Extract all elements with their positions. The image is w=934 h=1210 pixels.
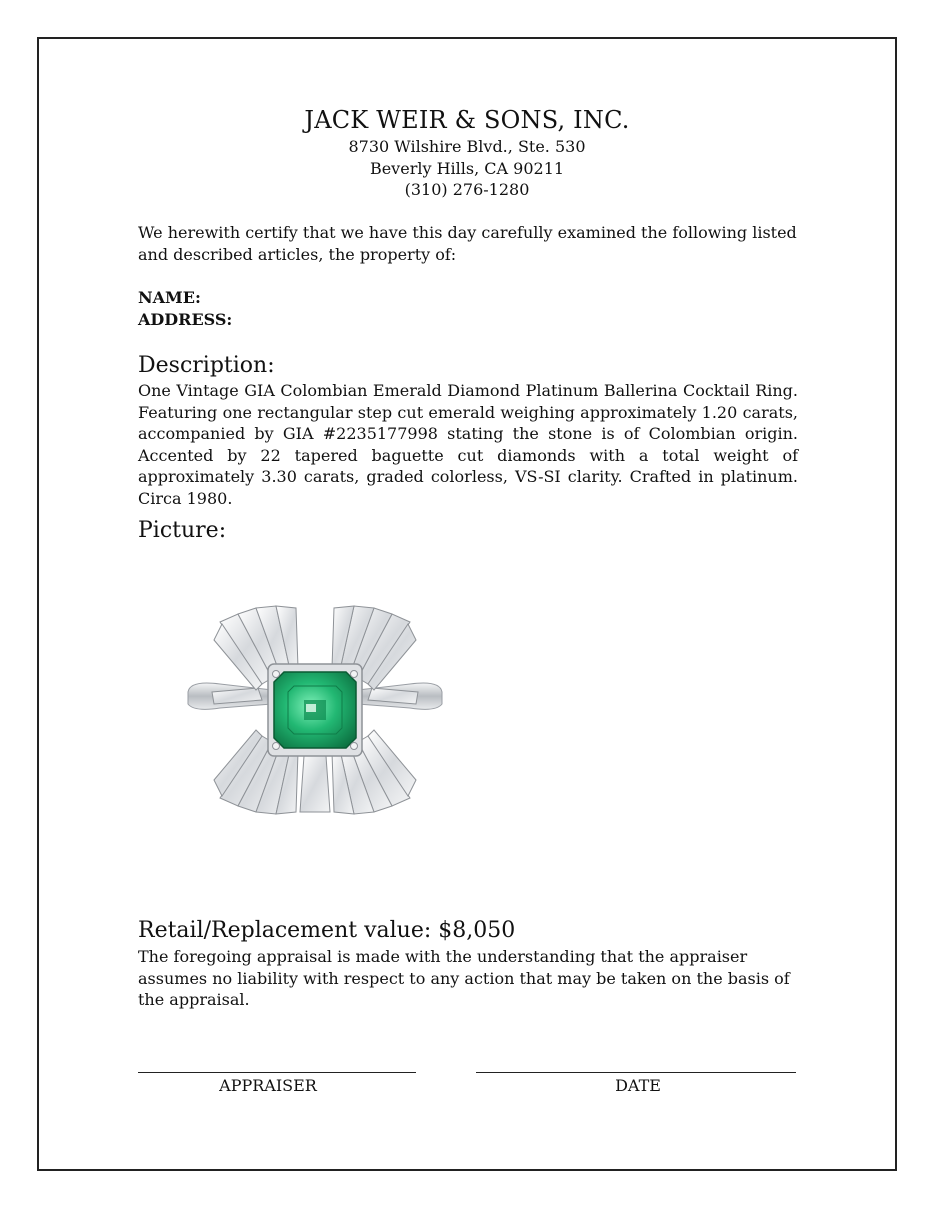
owner-fields (138, 287, 798, 330)
description-text: One Vintage GIA Colombian Emerald Diamond Platinum Ballerina Cocktail Ring. Featuring one rectangular step cut emerald weighing approximately 1.20 carats, accompanied by GIA #2235177998 stating the stone is of Colombian origin. Accented by 22 tapered baguette cut diamonds with a total weight of approximately 3.30 carats, graded colorless, VS-SI clarity. Crafted in platinum. Circa 1980. (138, 381, 798, 508)
ring-photo (180, 600, 450, 820)
name-label: NAME: (138, 288, 201, 307)
appraiser-label: APPRAISER (219, 1076, 317, 1095)
date-label: DATE (615, 1076, 661, 1095)
company-address-line1: 8730 Wilshire Blvd., Ste. 530 (348, 137, 586, 156)
company-address-line2: Beverly Hills, CA 90211 (369, 158, 565, 178)
description-heading: Description: (138, 353, 275, 378)
date-signature-line (476, 1072, 796, 1073)
letterhead (0, 104, 934, 201)
appraiser-signature-line (138, 1072, 416, 1073)
retail-value-heading: Retail/Replacement value: $8,050 (138, 918, 516, 943)
address-label: ADDRESS: (138, 309, 233, 329)
company-name: JACK WEIR & SONS, INC. (304, 106, 630, 134)
company-phone: (310) 276-1280 (404, 180, 530, 199)
picture-heading: Picture: (138, 518, 227, 543)
certification-statement: We herewith certify that we have this day carefully examined the following listed and described articles, the property of: (138, 223, 797, 264)
disclaimer-text: The foregoing appraisal is made with the understanding that the appraiser assumes no liability with respect to any action that may be taken on the basis of the appraisal. (138, 947, 790, 1009)
